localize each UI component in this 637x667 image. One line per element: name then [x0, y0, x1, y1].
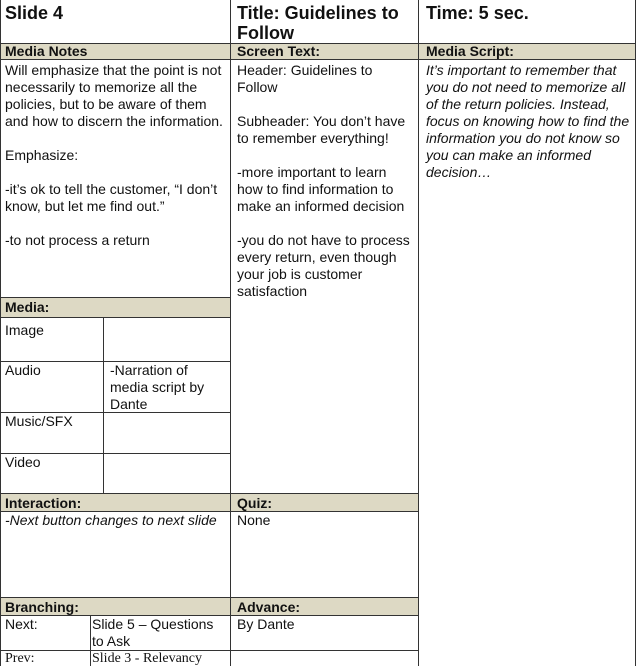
media-label: Media:: [5, 299, 50, 315]
media-notes-text: Will emphasize that the point is not necessarily to memorize all the policies, but to be aware of them and how to discern the information. Emphasize: -it’s ok to tell the customer, “I don’t know, but let me find out.” -to not process a return: [5, 62, 223, 248]
column-divider-2: [418, 0, 419, 666]
media-divider: [103, 317, 104, 493]
media-type-audio: Audio: [5, 362, 41, 378]
media-type-image: Image: [5, 322, 44, 338]
interaction-text: -Next button changes to next slide: [5, 512, 217, 528]
media-script-label: Media Script:: [426, 43, 514, 59]
table-border-right: [635, 0, 636, 666]
advance-label: Advance:: [237, 599, 301, 615]
branching-next-label: Next:: [5, 616, 38, 632]
media-type-music: Music/SFX: [5, 413, 73, 429]
row-line: [0, 317, 231, 318]
branching-divider: [90, 615, 91, 666]
branching-next-value: Slide 5 – Questions to Ask: [92, 616, 214, 649]
column-divider-1: [230, 0, 231, 666]
media-notes-label: Media Notes: [5, 43, 88, 59]
media-type-video: Video: [5, 454, 41, 470]
media-value-audio: -Narration of media script by Dante: [110, 362, 205, 412]
branching-prev-label: Prev:: [5, 651, 35, 666]
row-line: [0, 297, 231, 298]
slide-number: Slide 4: [5, 3, 64, 23]
row-line: [0, 493, 419, 494]
row-line: [0, 59, 636, 60]
branching-label: Branching:: [5, 599, 79, 615]
screen-text-content: Header: Guidelines to Follow Subheader: You don’t have to remember everything! -more important to learn how to find information to make an informed decision -you do not have to process every return, even though your job is customer satisfaction: [237, 62, 410, 299]
media-script-text: It’s important to remember that you do not need to memorize all of the return policies. Instead, focus on knowing how to find the information you do not know so you can make an informed decision…: [426, 62, 630, 180]
table-border-left: [0, 0, 1, 666]
interaction-label: Interaction:: [5, 495, 82, 511]
slide-title: Title: Guidelines to Follow: [237, 3, 399, 43]
row-line: [0, 597, 419, 598]
branching-prev-value: Slide 3 - Relevancy: [92, 651, 203, 666]
screen-text-label: Screen Text:: [237, 43, 320, 59]
advance-text: By Dante: [237, 616, 295, 632]
slide-time: Time: 5 sec.: [426, 3, 529, 23]
quiz-label: Quiz:: [237, 495, 272, 511]
quiz-text: None: [237, 512, 271, 528]
